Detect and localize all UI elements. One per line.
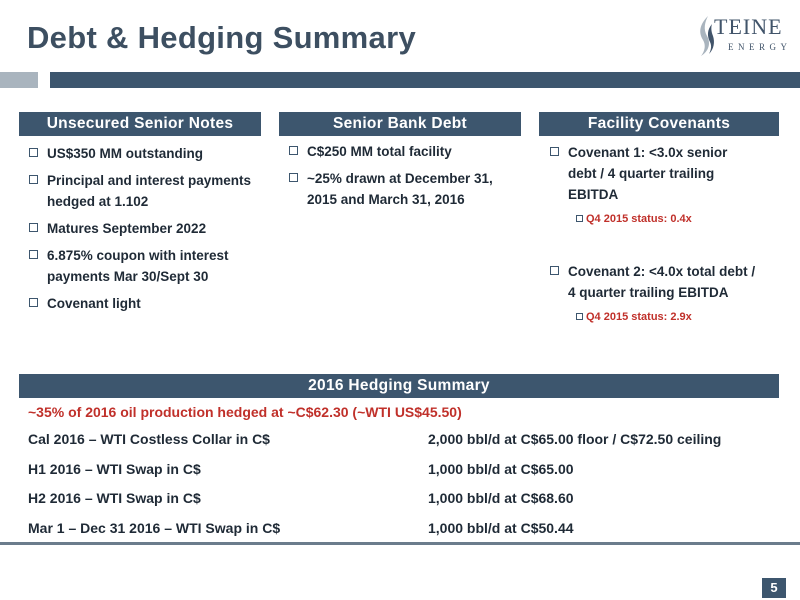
bullet-square-icon: [289, 146, 298, 155]
bank-debt-list: [287, 141, 519, 216]
bullet-square-icon: [29, 250, 38, 259]
bank-debt-header: Senior Bank Debt: [279, 112, 521, 136]
hedging-table: [28, 431, 788, 549]
hedging-header: 2016 Hedging Summary: [19, 374, 779, 398]
title-band: [50, 72, 800, 88]
covenant-status: Q4 2015 status: 2.9x: [548, 309, 770, 325]
list-item: Covenant 2: <4.0x total debt / 4 quarter trailing EBITDA: [548, 261, 770, 303]
list-item: Matures September 2022: [27, 218, 267, 239]
page-title: Debt & Hedging Summary: [27, 20, 416, 55]
list-item: Covenant 1: <3.0x senior debt / 4 quarter trailing EBITDA: [548, 142, 770, 205]
list-item: Covenant light: [27, 293, 267, 314]
company-logo: [690, 8, 794, 64]
covenants-header: Facility Covenants: [539, 112, 779, 136]
bullet-square-icon: [29, 223, 38, 232]
list-item: 6.875% coupon with interest payments Mar 30/Sept 30: [27, 245, 267, 287]
hedge-instrument: Cal 2016 – WTI Costless Collar in C$: [28, 431, 270, 447]
table-row: [28, 490, 788, 520]
bullet-square-icon: [576, 313, 583, 320]
hedging-note: ~35% of 2016 oil production hedged at ~C$62.30 (~WTI US$45.50): [28, 404, 462, 420]
hedge-terms: 1,000 bbl/d at C$65.00: [428, 460, 574, 477]
hedge-terms: 2,000 bbl/d at C$65.00 floor / C$72.50 ceiling: [428, 431, 722, 447]
logo-wordmark: TEINE: [714, 14, 783, 39]
table-row: [28, 431, 788, 461]
flame-logo-icon: [694, 14, 716, 58]
bullet-square-icon: [550, 147, 559, 156]
notes-header: Unsecured Senior Notes: [19, 112, 261, 136]
list-item: US$350 MM outstanding: [27, 143, 267, 164]
bullet-square-icon: [550, 266, 559, 275]
list-item: C$250 MM total facility: [287, 141, 519, 162]
list-item: ~25% drawn at December 31, 2015 and March 31, 2016: [287, 168, 519, 210]
hedge-terms: 1,000 bbl/d at C$50.44: [428, 519, 574, 536]
footer-divider: [0, 542, 800, 545]
page-number: 5: [762, 578, 786, 598]
bullet-square-icon: [29, 175, 38, 184]
bullet-square-icon: [289, 173, 298, 182]
covenant-status: Q4 2015 status: 0.4x: [548, 211, 770, 227]
hedge-terms: 1,000 bbl/d at C$68.60: [428, 490, 574, 506]
hedge-instrument: H1 2016 – WTI Swap in C$: [28, 460, 201, 477]
title-band-accent: [0, 72, 38, 88]
bullet-square-icon: [29, 298, 38, 307]
table-row: [28, 461, 788, 491]
bullet-square-icon: [29, 148, 38, 157]
notes-list: [27, 143, 267, 320]
logo-subtitle: ENERGY: [728, 42, 792, 52]
hedge-instrument: H2 2016 – WTI Swap in C$: [28, 490, 201, 506]
bullet-square-icon: [576, 215, 583, 222]
hedge-instrument: Mar 1 – Dec 31 2016 – WTI Swap in C$: [28, 519, 281, 536]
list-item: Principal and interest payments hedged at 1.102: [27, 170, 267, 212]
covenants-list: [548, 142, 770, 333]
